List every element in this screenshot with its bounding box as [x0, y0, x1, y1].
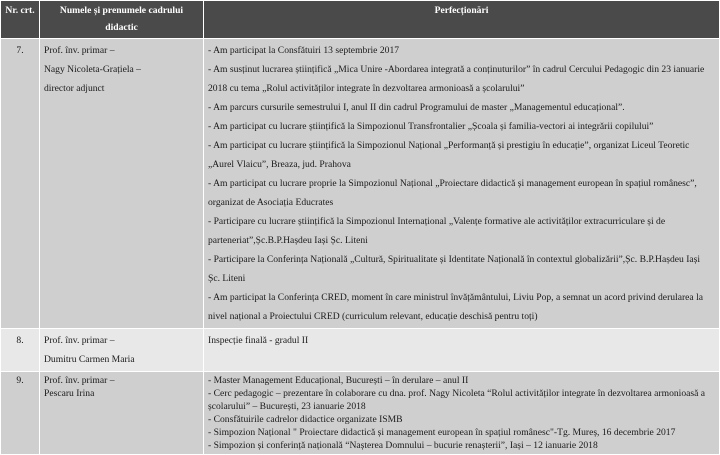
- training-item: - Am participat cu lucrare proprie la Simpozionul Național „Proiectare didactică și management european în spațiul românesc”,: [208, 178, 697, 189]
- training-item: nivel național a Proiectului CRED (curriculum relevant, educație deschisă pentru toți): [208, 311, 538, 322]
- training-list: [204, 372, 720, 455]
- training-item: - Am participat cu lucrare științifică la Simpozionul Național „Performanță și prestigiu în educație”, organizat Liceul Teoretic: [208, 140, 690, 151]
- row-number: 8.: [1, 329, 40, 372]
- training-item: - Am susținut lucrarea științifică „Mica Unire -Abordarea integrată a conținuturilor” în cadrul Cercului Pedagogic din 23 ianuarie: [208, 64, 705, 75]
- training-item: - Am participat la Consfătuiri 13 septembrie 2017: [208, 45, 400, 56]
- training-item: școlarului” – București, 23 ianuarie 2018: [208, 401, 366, 412]
- table-row: [1, 372, 720, 455]
- table-row: [1, 39, 720, 329]
- teacher-name: [40, 329, 204, 372]
- header-perf: Perfecționări: [204, 1, 720, 39]
- training-item: organizat de Asociația Educrates: [208, 197, 334, 208]
- teacher-name-line: Prof. înv. primar –: [44, 375, 115, 386]
- training-item: - Am parcurs cursurile semestrului I, anul II din cadrul Programului de master „Managementul educațional”.: [208, 102, 625, 113]
- training-item: 2018 cu tema „Rolul activităților integrate în dezvoltarea armonioasă a școlarului”: [208, 83, 525, 94]
- teacher-name-line: Prof. înv. primar –: [44, 335, 115, 346]
- training-item: - Participare la Conferința Națională „Cultură, Spiritualitate și Identitate Națională în contextul globalizării”,Șc. B.P.Hașdeu Iași: [208, 254, 701, 265]
- teacher-name-line: director adjunct: [44, 83, 105, 94]
- header-name: Numele și prenumele cadrului didactic: [40, 1, 204, 39]
- training-item: - Consfătuirile cadrelor didactice organizate ISMB: [208, 414, 403, 425]
- teacher-name-line: Pescaru Irina: [44, 388, 95, 399]
- header-row: [1, 1, 720, 39]
- teacher-name-line: Dumitru Carmen Maria: [44, 354, 135, 365]
- teacher-name: [40, 39, 204, 329]
- training-item: - Participare cu lucrare științifică la Simpozionul Internațional „Valențe formative ale activităților extracurriculare și de: [208, 216, 666, 227]
- teacher-name-line: Prof. înv. primar –: [44, 45, 115, 56]
- training-list: [204, 39, 720, 329]
- row-number: 9.: [1, 372, 40, 455]
- training-item: Inspecție finală - gradul II: [208, 335, 309, 346]
- training-item: „Aurel Vlaicu”, Breaza, jud. Prahova: [208, 159, 351, 170]
- header-nr: Nr. crt.: [1, 1, 40, 39]
- table-row: [1, 329, 720, 372]
- training-item: - Am participat cu lucrare științifică la Simpozionul Transfrontalier „Școala și familia-vectori ai integrării copilului”: [208, 121, 654, 132]
- training-item: parteneriat”,Șc.B.P.Hașdeu Iași Șc. Liteni: [208, 235, 368, 246]
- training-item: - Simpozion Național " Proiectare didactică și management european în spațiul românesc"-Tg. Mureș, 16 decembrie 2017: [208, 427, 676, 438]
- training-list: [204, 329, 720, 372]
- row-number: 7.: [1, 39, 40, 329]
- training-item: - Am participat la Conferința CRED, moment în care ministrul învățământului, Liviu Pop, a semnat un acord privind derularea la: [208, 292, 704, 303]
- training-item: Șc. Liteni: [208, 273, 246, 284]
- training-item: - Master Management Educațional, București – în derulare – anul II: [208, 375, 469, 386]
- training-item: - Simpozion și conferință națională “Nașterea Domnului – bucurie renașterii”, Iași – 12 ianuarie 2018: [208, 440, 598, 451]
- teacher-name: [40, 372, 204, 455]
- training-item: - Cerc pedagogic – prezentare în colaborare cu dna. prof. Nagy Nicoleta “Rolul activităților integrate în dezvoltarea armonioasă a: [208, 388, 706, 399]
- teacher-name-line: Nagy Nicoleta-Grațiela –: [44, 64, 141, 75]
